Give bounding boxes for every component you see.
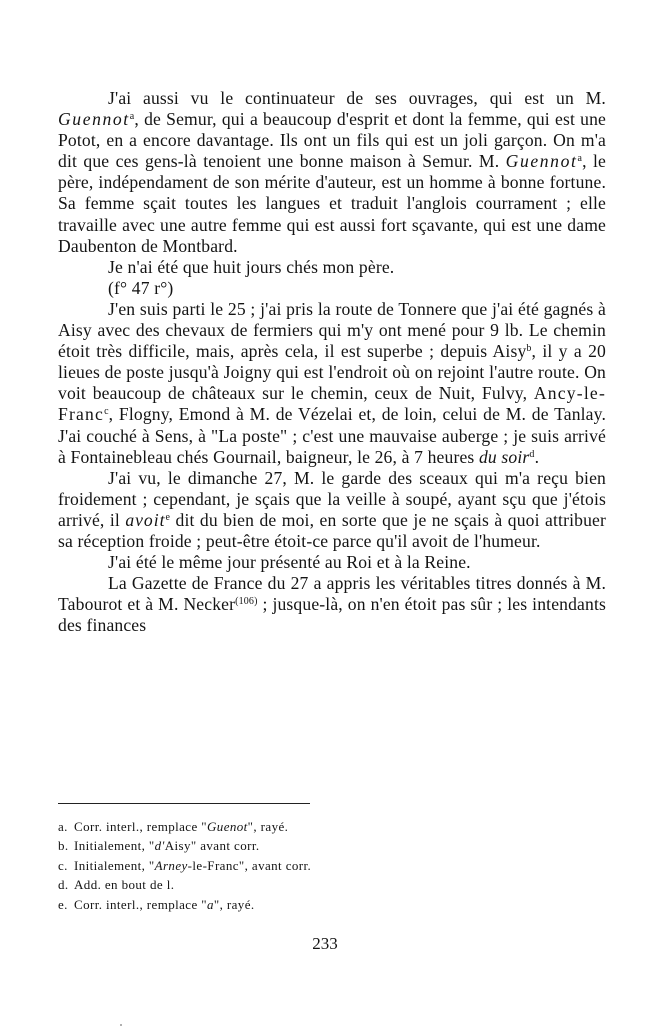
footnote-italic: d' (154, 838, 165, 854)
footnote-text: ", rayé. (247, 819, 289, 834)
footnotes (58, 817, 606, 914)
footnote-ref-a: a (577, 153, 583, 165)
footnote-mark: c. (58, 857, 68, 873)
footnote-text: Initialement, " (74, 838, 155, 854)
text-run: , Flogny, Emond à M. de Vézelai et, de loin, celui de M. de Tanlay. J'ai couché à Sens, à "La poste" ; c'est une mauvaise auberge ; je suis arrivé à Fontainebleau chés Gournail, baigneur, le 26, à 7 heures (58, 404, 606, 467)
text-run: ; jusque-là, on n'en étoit pas sûr ; les intendants des finances (58, 594, 606, 636)
footnote-text: -le-Franc", avant corr. (187, 857, 312, 873)
text-run: J'ai aussi vu le continuateur de ses ouvrages, qui est un M. (108, 88, 606, 108)
footnote-mark: d. (58, 877, 69, 893)
folio-marker: (f° 47 r°) (108, 277, 174, 298)
text-run: J'ai vu, le dimanche 27, M. le garde des sceaux qui m'a reçu bien froidement ; cependant, je sçais que la veille à soupé, ayant sçu que j'étois arrivé, il (58, 467, 606, 530)
paragraph-2: Je n'ai été que huit jours chés mon père. (108, 256, 395, 277)
text-run: . (534, 446, 540, 467)
text-run: J'en suis parti le 25 ; j'ai pris la route de Tonnere que j'ai été gagnés à Aisy avec des chevaux de fermiers qui m'y ont mené pour 9 lb. Le chemin étoit très difficile, mais, après cela, il est superbe ; depuis Aisy (58, 298, 606, 362)
footnote-text: Add. en bout de l. (74, 877, 175, 893)
footnote-ref-b: b (526, 343, 532, 355)
footnote-d (58, 875, 606, 894)
footnote-ref-a: a (129, 111, 135, 123)
footnote-b (58, 836, 606, 855)
footnote-text: Corr. interl., remplace " (74, 819, 207, 834)
name-guennot: Guennot (58, 109, 130, 130)
text-run: , il y a 20 lieues de poste jusqu'à Joigny qui est l'endroit où on rejoint l'autre route. On voit beaucoup de châteaux sur le chemin, ceux de Nuit, Fulvy, (58, 341, 606, 404)
text-run: La Gazette de France du 27 a appris les véritables titres donnés à M. Tabourot et à M. Necker (58, 573, 606, 615)
paragraph-4 (58, 468, 606, 552)
italic-du-soir: du soir (478, 446, 530, 467)
footnote-italic: Arney (154, 857, 188, 873)
place-ancy: Ancy-le-Franc (58, 383, 606, 425)
text-run: , le père, indépendament de son mérite d'auteur, est un homme à bonne fortune. Sa femme sçait toutes les langues et traduit l'anglois courrament ; elle travaille avec une autre femme qui est aussi fort sçavante, qui est une dame Daubenton de Montbard. (58, 151, 606, 256)
footnote-text: Corr. interl., remplace " (74, 896, 207, 912)
scan-speck (120, 1024, 122, 1026)
paragraph-5: J'ai été le même jour présenté au Roi et à la Reine. (108, 552, 471, 573)
footnote-mark: b. (58, 838, 69, 854)
footnote-text: Aisy" avant corr. (164, 838, 260, 854)
paragraph-1 (58, 88, 606, 257)
italic-avoit: avoit (125, 509, 166, 530)
footnote-mark: e. (58, 896, 68, 912)
main-text (58, 88, 606, 636)
footnote-ref-c: c (104, 406, 109, 418)
paragraph-3 (58, 299, 606, 468)
endnote-ref-106: (106) (235, 596, 258, 608)
footnote-rule (58, 803, 310, 804)
footnote-a (58, 817, 606, 836)
footnote-ref-e: e (165, 511, 171, 523)
footnote-text: Initialement, " (74, 857, 155, 873)
footnote-italic: a (207, 896, 214, 912)
footnote-c (58, 856, 606, 875)
footnote-mark: a. (58, 819, 68, 834)
footnote-e (58, 895, 606, 914)
page-number: 233 (312, 934, 338, 953)
footnote-italic: Guenot (207, 819, 248, 834)
text-run: dit du bien de moi, en sorte que je ne sçais à quoi attribuer sa réception froide ; peut-être étoit-ce parce qu'il avoit de l'humeur. (58, 509, 606, 551)
footnote-text: ", rayé. (213, 896, 255, 912)
text-run: , de Semur, qui a beaucoup d'esprit et dont la femme, qui est une Potot, en a encore davantage. Ils ont un fils qui est un joli garçon. On m'a dit que ces gens-là tenoient une bonne maison à Semur. M. (58, 109, 606, 172)
name-guennot: Guennot (505, 151, 578, 172)
footnote-ref-d: d (529, 448, 535, 460)
paragraph-6 (58, 573, 606, 636)
